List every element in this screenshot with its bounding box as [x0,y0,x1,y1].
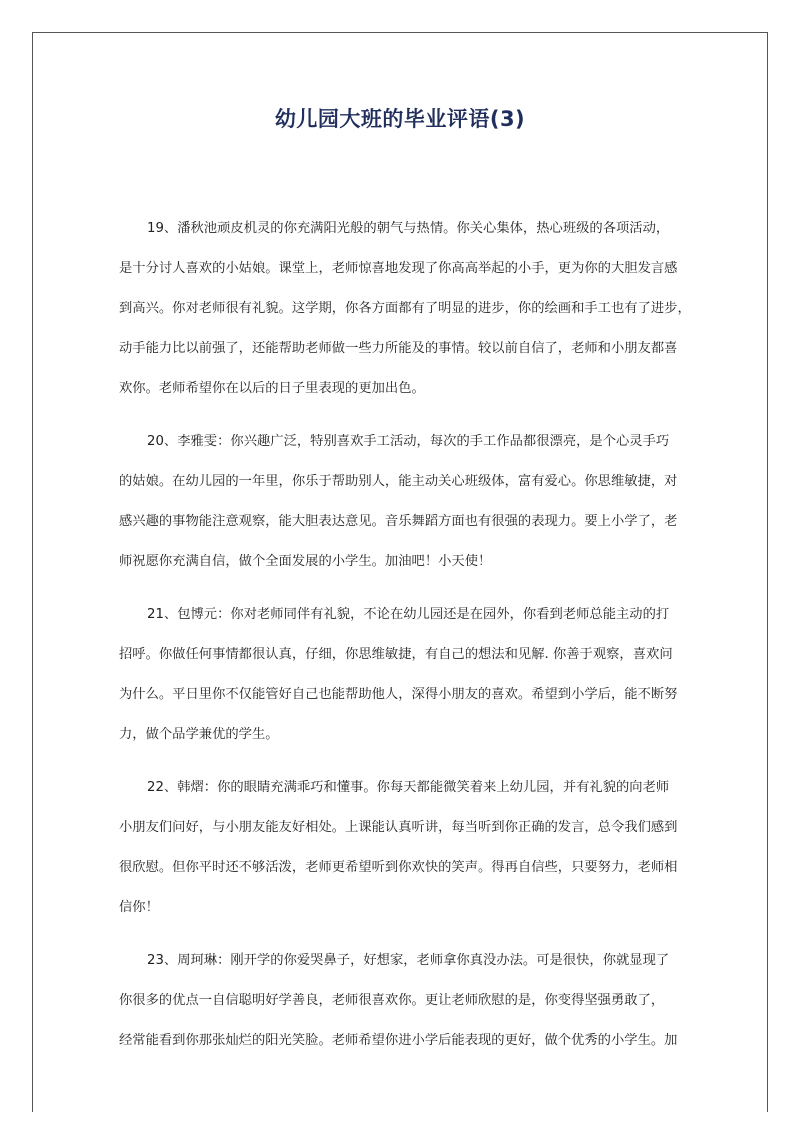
text-line: 21、包博元：你对老师同伴有礼貌，不论在幼儿园还是在园外，你看到老师总能主动的打 [147,607,670,622]
text-line: 欢你。老师希望你在以后的日子里表现的更加出色。 [119,381,425,396]
paragraph [119,941,689,1061]
document-body [119,209,689,1074]
text-line: 信你！ [119,900,159,915]
paragraph [119,209,689,409]
document-title: 幼儿园大班的毕业评语(3) [274,107,526,131]
document-page [32,32,768,1112]
text-line: 动手能力比以前强了，还能帮助老师做一些力所能及的事情。较以前自信了，老师和小朋友都喜 [119,341,678,356]
text-line: 22、韩熠：你的眼睛充满乖巧和懂事。你每天都能微笑着来上幼儿园，并有礼貌的向老师 [147,780,670,795]
text-line: 为什么。平日里你不仅能管好自己也能帮助他人，深得小朋友的喜欢。希望到小学后，能不断努 [119,687,678,702]
text-line: 19、潘秋池顽皮机灵的你充满阳光般的朝气与热情。你关心集体，热心班级的各项活动， [147,221,670,236]
text-line: 的姑娘。在幼儿园的一年里，你乐于帮助别人，能主动关心班级体，富有爱心。你思维敏捷，对 [119,474,678,489]
text-line: 很欣慰。但你平时还不够活泼，老师更希望听到你欢快的笑声。得再自信些，只要努力，老师相 [119,860,678,875]
text-line: 招呼。你做任何事情都很认真，仔细，你思维敏捷，有自己的想法和见解. 你善于观察，喜欢问 [119,647,673,662]
paragraph [119,422,689,582]
text-line: 是十分讨人喜欢的小姑娘。课堂上，老师惊喜地发现了你高高举起的小手，更为你的大胆发言感 [119,261,678,276]
text-line: 师祝愿你充满自信，做个全面发展的小学生。加油吧！小天使！ [119,554,492,569]
text-line: 你很多的优点一自信聪明好学善良，老师很喜欢你。更让老师欣慰的是，你变得坚强勇敢了， [119,993,665,1008]
text-line: 小朋友们问好，与小朋友能友好相处。上课能认真听讲，每当听到你正确的发言，总令我们感到 [119,820,678,835]
paragraph [119,595,689,755]
paragraph [119,768,689,928]
text-line: 到高兴。你对老师很有礼貌。这学期，你各方面都有了明显的进步，你的绘画和手工也有了进步， [119,301,691,316]
text-line: 经常能看到你那张灿烂的阳光笑脸。老师希望你进小学后能表现的更好，做个优秀的小学生。加 [119,1033,678,1048]
text-line: 23、周珂琳：刚开学的你爱哭鼻子，好想家，老师拿你真没办法。可是很快，你就显现了 [147,953,670,968]
text-line: 20、李雅雯：你兴趣广泛，特别喜欢手工活动，每次的手工作品都很漂亮，是个心灵手巧 [147,434,670,449]
text-line: 力，做个品学兼优的学生。 [119,727,279,742]
text-line: 感兴趣的事物能注意观察，能大胆表达意见。音乐舞蹈方面也有很强的表现力。要上小学了，老 [119,514,678,529]
